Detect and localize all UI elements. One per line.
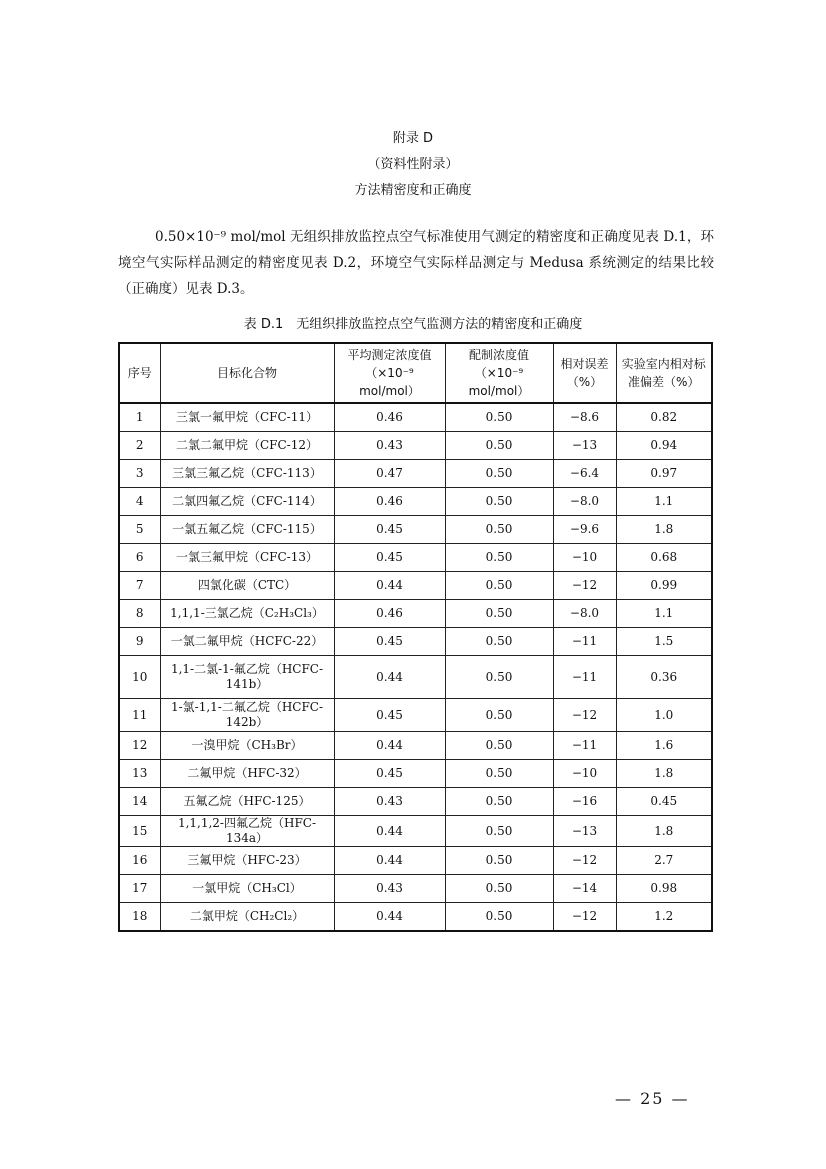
header-rsd: [616, 343, 712, 403]
cell-mean-measured: 0.44: [334, 656, 445, 699]
table-row: [119, 847, 712, 875]
table-caption: 表 D.1 无组织排放监控点空气监测方法的精密度和正确度: [243, 317, 583, 332]
cell-compound: 1,1,1,2-四氟乙烷（HFC-134a）: [160, 816, 334, 847]
cell-relative-error: −6.4: [553, 460, 616, 488]
header-line-2: 准偏差（%）: [628, 375, 700, 389]
cell-index: 6: [119, 544, 160, 572]
cell-prepared: 0.50: [445, 403, 553, 432]
header-index: [119, 343, 160, 403]
cell-rsd: 1.2: [616, 903, 712, 932]
appendix-title: 方法精密度和正确度: [354, 183, 472, 198]
cell-relative-error: −8.0: [553, 600, 616, 628]
cell-rsd: 1.1: [616, 600, 712, 628]
cell-relative-error: −14: [553, 875, 616, 903]
cell-index: 1: [119, 403, 160, 432]
cell-compound: 1,1,1-三氯乙烷（C₂H₃Cl₃）: [160, 600, 334, 628]
header-line-1: 配制浓度值: [468, 348, 529, 362]
header-line-2: （×10⁻⁹ mol/mol）: [468, 366, 530, 398]
cell-index: 13: [119, 760, 160, 788]
table-row: [119, 875, 712, 903]
cell-mean-measured: 0.43: [334, 788, 445, 816]
cell-rsd: 1.8: [616, 516, 712, 544]
cell-relative-error: −12: [553, 847, 616, 875]
table-header-row: [119, 343, 712, 403]
cell-rsd: 1.8: [616, 816, 712, 847]
cell-compound: 一溴甲烷（CH₃Br）: [160, 732, 334, 760]
cell-relative-error: −8.0: [553, 488, 616, 516]
cell-prepared: 0.50: [445, 760, 553, 788]
cell-index: 8: [119, 600, 160, 628]
cell-mean-measured: 0.44: [334, 816, 445, 847]
cell-index: 3: [119, 460, 160, 488]
cell-index: 5: [119, 516, 160, 544]
table-row: [119, 760, 712, 788]
cell-rsd: 1.1: [616, 488, 712, 516]
table-row: [119, 732, 712, 760]
header-mean-measured: [334, 343, 445, 403]
cell-compound: 三氯一氟甲烷（CFC-11）: [160, 403, 334, 432]
header-line-1: 平均测定浓度值: [347, 348, 432, 362]
table-row: [119, 699, 712, 732]
cell-relative-error: −8.6: [553, 403, 616, 432]
cell-mean-measured: 0.46: [334, 600, 445, 628]
cell-relative-error: −12: [553, 699, 616, 732]
cell-index: 11: [119, 699, 160, 732]
cell-rsd: 0.36: [616, 656, 712, 699]
cell-rsd: 0.45: [616, 788, 712, 816]
cell-index: 7: [119, 572, 160, 600]
cell-relative-error: −10: [553, 760, 616, 788]
cell-relative-error: −12: [553, 572, 616, 600]
table-row: [119, 600, 712, 628]
cell-prepared: 0.50: [445, 544, 553, 572]
table-row: [119, 816, 712, 847]
table-row: [119, 788, 712, 816]
cell-relative-error: −13: [553, 816, 616, 847]
cell-mean-measured: 0.43: [334, 432, 445, 460]
cell-relative-error: −11: [553, 656, 616, 699]
cell-relative-error: −11: [553, 628, 616, 656]
cell-index: 14: [119, 788, 160, 816]
cell-rsd: 0.98: [616, 875, 712, 903]
header-line-2: （%）: [566, 375, 603, 389]
cell-prepared: 0.50: [445, 628, 553, 656]
cell-prepared: 0.50: [445, 732, 553, 760]
cell-index: 9: [119, 628, 160, 656]
cell-mean-measured: 0.44: [334, 903, 445, 932]
header-line-1: 序号: [127, 366, 152, 380]
cell-prepared: 0.50: [445, 516, 553, 544]
table-row: [119, 656, 712, 699]
cell-compound: 一氯甲烷（CH₃Cl）: [160, 875, 334, 903]
cell-relative-error: −11: [553, 732, 616, 760]
cell-prepared: 0.50: [445, 903, 553, 932]
cell-prepared: 0.50: [445, 788, 553, 816]
cell-compound: 二氯甲烷（CH₂Cl₂）: [160, 903, 334, 932]
cell-index: 4: [119, 488, 160, 516]
header-line-1: 实验室内相对标: [621, 357, 706, 371]
appendix-type: （资料性附录）: [367, 157, 459, 172]
table-row: [119, 432, 712, 460]
cell-index: 15: [119, 816, 160, 847]
cell-compound: 二氯二氟甲烷（CFC-12）: [160, 432, 334, 460]
cell-mean-measured: 0.45: [334, 544, 445, 572]
header-line-1: 目标化合物: [216, 366, 277, 380]
cell-mean-measured: 0.44: [334, 572, 445, 600]
cell-relative-error: −12: [553, 903, 616, 932]
cell-index: 17: [119, 875, 160, 903]
cell-rsd: 0.94: [616, 432, 712, 460]
header-relative-error: [553, 343, 616, 403]
cell-mean-measured: 0.45: [334, 760, 445, 788]
cell-compound: 一氯二氟甲烷（HCFC-22）: [160, 628, 334, 656]
cell-index: 2: [119, 432, 160, 460]
cell-compound: 三氯三氟乙烷（CFC-113）: [160, 460, 334, 488]
cell-mean-measured: 0.47: [334, 460, 445, 488]
cell-prepared: 0.50: [445, 432, 553, 460]
cell-compound: 五氟乙烷（HFC-125）: [160, 788, 334, 816]
cell-rsd: 0.97: [616, 460, 712, 488]
cell-mean-measured: 0.45: [334, 516, 445, 544]
cell-compound: 二氯四氟乙烷（CFC-114）: [160, 488, 334, 516]
cell-index: 16: [119, 847, 160, 875]
intro-paragraph: 0.50×10⁻⁹ mol/mol 无组织排放监控点空气标准使用气测定的精密度和正确度见表 D.1，环境空气实际样品测定的精密度见表 D.2，环境空气实际样品测定与 Medusa 系统测定的结果比较（正确度）见表 D.3。: [118, 229, 714, 297]
header-line-1: 相对误差: [560, 357, 609, 371]
cell-mean-measured: 0.43: [334, 875, 445, 903]
cell-index: 12: [119, 732, 160, 760]
cell-prepared: 0.50: [445, 460, 553, 488]
table-row: [119, 572, 712, 600]
cell-compound: 1-氯-1,1-二氟乙烷（HCFC-142b）: [160, 699, 334, 732]
cell-prepared: 0.50: [445, 875, 553, 903]
cell-prepared: 0.50: [445, 699, 553, 732]
cell-rsd: 1.5: [616, 628, 712, 656]
cell-prepared: 0.50: [445, 600, 553, 628]
cell-rsd: 2.7: [616, 847, 712, 875]
header-line-2: （×10⁻⁹ mol/mol）: [359, 366, 420, 398]
cell-prepared: 0.50: [445, 847, 553, 875]
cell-mean-measured: 0.44: [334, 732, 445, 760]
table-row: [119, 488, 712, 516]
cell-relative-error: −13: [553, 432, 616, 460]
cell-prepared: 0.50: [445, 816, 553, 847]
cell-prepared: 0.50: [445, 656, 553, 699]
appendix-label: 附录 D: [392, 131, 434, 146]
cell-rsd: 1.8: [616, 760, 712, 788]
cell-rsd: 0.68: [616, 544, 712, 572]
cell-compound: 三氟甲烷（HFC-23）: [160, 847, 334, 875]
cell-compound: 1,1-二氯-1-氟乙烷（HCFC-141b）: [160, 656, 334, 699]
header-prepared: [445, 343, 553, 403]
precision-accuracy-table: [118, 342, 713, 932]
table-row: [119, 903, 712, 932]
cell-relative-error: −16: [553, 788, 616, 816]
cell-mean-measured: 0.44: [334, 847, 445, 875]
cell-rsd: 1.0: [616, 699, 712, 732]
table-row: [119, 544, 712, 572]
table-row: [119, 628, 712, 656]
cell-rsd: 0.82: [616, 403, 712, 432]
cell-index: 18: [119, 903, 160, 932]
table-row: [119, 403, 712, 432]
cell-mean-measured: 0.45: [334, 628, 445, 656]
cell-rsd: 0.99: [616, 572, 712, 600]
cell-rsd: 1.6: [616, 732, 712, 760]
header-compound: [160, 343, 334, 403]
cell-relative-error: −9.6: [553, 516, 616, 544]
cell-relative-error: −10: [553, 544, 616, 572]
table-row: [119, 516, 712, 544]
cell-compound: 二氟甲烷（HFC-32）: [160, 760, 334, 788]
cell-prepared: 0.50: [445, 572, 553, 600]
cell-index: 10: [119, 656, 160, 699]
cell-prepared: 0.50: [445, 488, 553, 516]
cell-compound: 四氯化碳（CTC）: [160, 572, 334, 600]
cell-compound: 一氯五氟乙烷（CFC-115）: [160, 516, 334, 544]
cell-mean-measured: 0.46: [334, 403, 445, 432]
cell-mean-measured: 0.46: [334, 488, 445, 516]
page-number: — 25 —: [615, 1089, 690, 1108]
table-row: [119, 460, 712, 488]
cell-mean-measured: 0.45: [334, 699, 445, 732]
cell-compound: 一氯三氟甲烷（CFC-13）: [160, 544, 334, 572]
